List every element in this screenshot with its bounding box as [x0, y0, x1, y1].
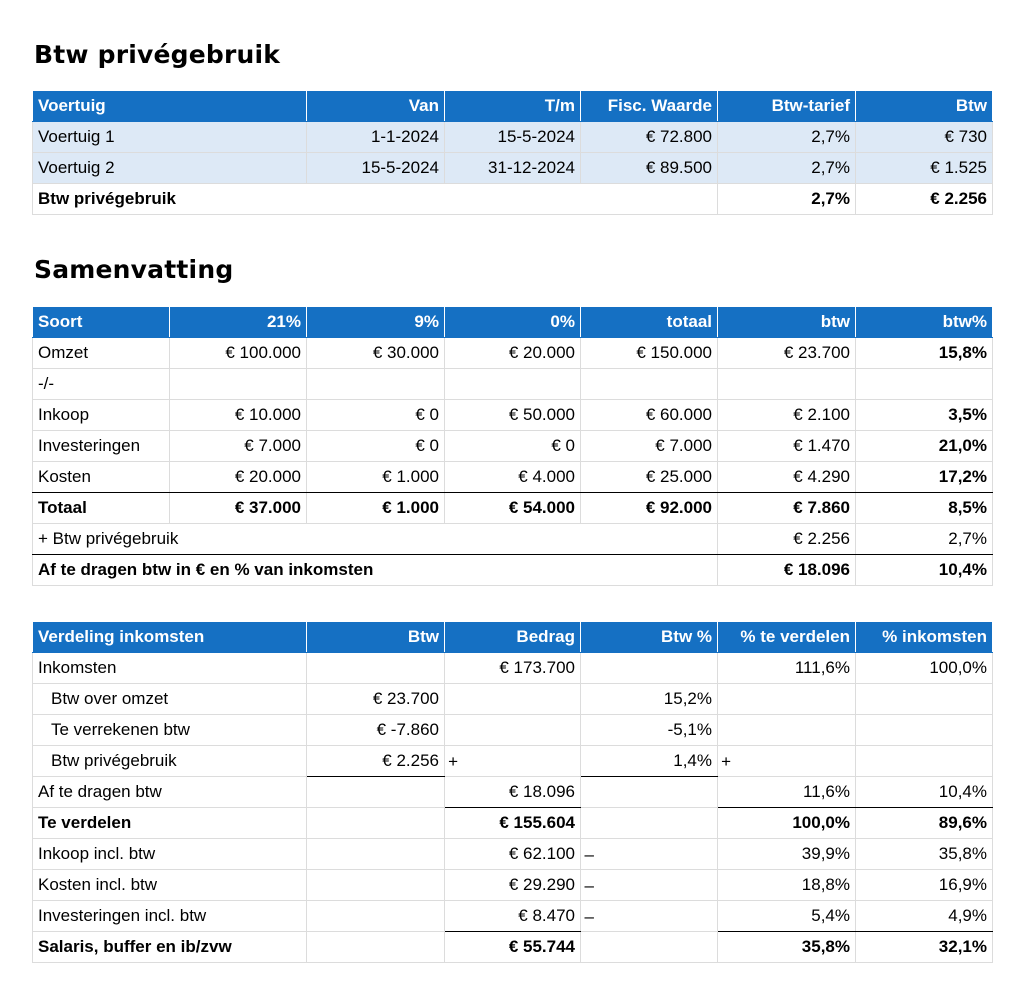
header-cell: Btw	[856, 91, 993, 122]
header-cell: Voertuig	[33, 91, 307, 122]
header-cell: Btw-tarief	[718, 91, 856, 122]
table-cell	[445, 839, 594, 870]
header-cell: Soort	[33, 307, 170, 338]
table-cell	[856, 746, 993, 777]
table-cell: Te verdelen	[33, 808, 307, 839]
total-rate: 2,7%	[718, 184, 856, 215]
table-cell	[445, 901, 594, 932]
cell-value: € 8.470	[518, 906, 575, 925]
table-cell	[718, 369, 856, 400]
table-header-row	[33, 307, 993, 338]
section-title-samenvatting: Samenvatting	[34, 255, 234, 284]
table-cell: 31-12-2024	[445, 153, 581, 184]
table-cell: 2,7%	[718, 122, 856, 153]
table-cell: 32,1%	[856, 932, 993, 963]
table-row	[33, 839, 993, 870]
table-cell: € 1.470	[718, 431, 856, 462]
table-cell	[307, 870, 445, 901]
table-cell: -/-	[33, 369, 170, 400]
cell-value: € 62.100	[508, 844, 575, 863]
table-cell: € 0	[307, 400, 445, 431]
table-cell: 15,2%	[581, 684, 718, 715]
table-cell: € 155.604	[445, 808, 581, 839]
table-row	[33, 870, 993, 901]
table-row	[33, 369, 993, 400]
table-header-row	[33, 91, 993, 122]
table-cell: € 730	[856, 122, 993, 153]
table-cell: 4,9%	[856, 901, 993, 932]
table-cell: 10,4%	[856, 777, 993, 808]
table-row	[33, 431, 993, 462]
table-cell: -5,1%	[581, 715, 718, 746]
table-row	[33, 684, 993, 715]
header-cell: % inkomsten	[856, 622, 993, 653]
table-cell: € 1.000	[307, 462, 445, 493]
header-cell: Fisc. Waarde	[581, 91, 718, 122]
total-label: Btw privégebruik	[33, 184, 718, 215]
table-cell: Voertuig 2	[33, 153, 307, 184]
table-cell	[581, 901, 718, 932]
table-cell: € 173.700	[445, 653, 581, 684]
table-cell: € 18.096	[445, 777, 581, 808]
total-row	[33, 555, 993, 586]
table-cell: € 20.000	[170, 462, 307, 493]
table-cell: € 2.256	[718, 524, 856, 555]
table-cell: € 55.744	[445, 932, 581, 963]
btw-privegebruik-table	[32, 90, 993, 215]
table-cell: € 30.000	[307, 338, 445, 369]
table-cell: € 0	[307, 431, 445, 462]
table-row	[33, 653, 993, 684]
plus-sign: +	[721, 752, 731, 771]
table-row	[33, 715, 993, 746]
table-row	[33, 746, 993, 777]
header-cell: 0%	[445, 307, 581, 338]
verdeling-inkomsten-table	[32, 621, 993, 963]
table-cell: Af te dragen btw	[33, 777, 307, 808]
table-cell: 39,9%	[718, 839, 856, 870]
table-cell: 10,4%	[856, 555, 993, 586]
total-amount: € 2.256	[856, 184, 993, 215]
table-cell: € 0	[445, 431, 581, 462]
table-cell: € 60.000	[581, 400, 718, 431]
table-cell	[307, 369, 445, 400]
table-cell	[445, 684, 581, 715]
table-cell: € -7.860	[307, 715, 445, 746]
table-cell: € 54.000	[445, 493, 581, 524]
header-cell: 21%	[170, 307, 307, 338]
table-row	[33, 901, 993, 932]
table-cell: € 37.000	[170, 493, 307, 524]
table-cell	[581, 839, 718, 870]
total-row	[33, 932, 993, 963]
header-cell: btw	[718, 307, 856, 338]
minus-sign: –	[584, 845, 594, 864]
table-cell: € 10.000	[170, 400, 307, 431]
table-cell	[718, 684, 856, 715]
table-row	[33, 122, 993, 153]
table-cell: € 25.000	[581, 462, 718, 493]
table-cell	[445, 746, 581, 777]
table-cell: € 1.000	[307, 493, 445, 524]
table-cell: € 50.000	[445, 400, 581, 431]
table-cell: € 150.000	[581, 338, 718, 369]
table-cell: € 23.700	[307, 684, 445, 715]
table-cell	[856, 369, 993, 400]
table-cell	[581, 808, 718, 839]
table-cell: Inkoop	[33, 400, 170, 431]
table-cell: Inkoop incl. btw	[33, 839, 307, 870]
table-cell	[307, 901, 445, 932]
table-cell: € 7.000	[581, 431, 718, 462]
table-cell: 3,5%	[856, 400, 993, 431]
table-cell: Totaal	[33, 493, 170, 524]
header-cell: % te verdelen	[718, 622, 856, 653]
header-cell: Van	[307, 91, 445, 122]
total-row	[33, 808, 993, 839]
table-cell: € 89.500	[581, 153, 718, 184]
table-cell	[307, 932, 445, 963]
table-cell	[581, 870, 718, 901]
table-cell: Te verrekenen btw	[33, 715, 307, 746]
samenvatting-table	[32, 306, 993, 586]
table-cell: Inkomsten	[33, 653, 307, 684]
table-cell: 111,6%	[718, 653, 856, 684]
table-cell	[445, 870, 594, 901]
table-cell: 11,6%	[718, 777, 856, 808]
table-cell: € 7.860	[718, 493, 856, 524]
header-cell: Bedrag	[445, 622, 581, 653]
header-cell: Btw %	[581, 622, 718, 653]
table-cell	[581, 746, 731, 777]
table-cell	[581, 653, 718, 684]
table-header-row	[33, 622, 993, 653]
table-cell: 15-5-2024	[307, 153, 445, 184]
table-cell: 1-1-2024	[307, 122, 445, 153]
table-cell: € 7.000	[170, 431, 307, 462]
table-cell: Salaris, buffer en ib/zvw	[33, 932, 307, 963]
section-title-btw-privegebruik: Btw privégebruik	[34, 40, 281, 69]
table-row	[33, 462, 993, 493]
table-cell: 35,8%	[856, 839, 993, 870]
table-cell: 15,8%	[856, 338, 993, 369]
minus-sign: –	[584, 907, 594, 926]
header-cell: 9%	[307, 307, 445, 338]
table-cell: Kosten incl. btw	[33, 870, 307, 901]
table-cell: 15-5-2024	[445, 122, 581, 153]
table-cell: 8,5%	[856, 493, 993, 524]
table-cell	[581, 369, 718, 400]
cell-value: € 2.256	[382, 751, 439, 770]
table-row	[33, 153, 993, 184]
table-cell: Investeringen incl. btw	[33, 901, 307, 932]
header-cell: Btw	[307, 622, 445, 653]
table-cell: € 100.000	[170, 338, 307, 369]
table-cell	[307, 746, 458, 777]
table-cell: € 2.100	[718, 400, 856, 431]
table-row	[33, 338, 993, 369]
table-cell: 2,7%	[718, 153, 856, 184]
table-row	[33, 400, 993, 431]
table-cell: 17,2%	[856, 462, 993, 493]
table-cell	[581, 777, 718, 808]
minus-sign: –	[584, 876, 594, 895]
table-cell: 100,0%	[856, 653, 993, 684]
table-cell: Investeringen	[33, 431, 170, 462]
table-cell	[307, 777, 445, 808]
header-cell: T/m	[445, 91, 581, 122]
cell-value: € 29.290	[508, 875, 575, 894]
table-cell: 35,8%	[718, 932, 856, 963]
table-cell: 5,4%	[718, 901, 856, 932]
table-cell	[581, 932, 718, 963]
table-cell: € 92.000	[581, 493, 718, 524]
total-row	[33, 184, 993, 215]
table-cell: € 4.000	[445, 462, 581, 493]
header-cell: btw%	[856, 307, 993, 338]
table-cell	[718, 746, 856, 777]
table-cell: € 18.096	[718, 555, 856, 586]
table-cell: € 4.290	[718, 462, 856, 493]
table-cell: + Btw privégebruik	[33, 524, 718, 555]
table-cell: 18,8%	[718, 870, 856, 901]
table-cell: 16,9%	[856, 870, 993, 901]
table-cell: Omzet	[33, 338, 170, 369]
table-cell: Btw privégebruik	[33, 746, 307, 777]
table-cell	[445, 369, 581, 400]
table-cell	[718, 715, 856, 746]
table-cell	[445, 715, 581, 746]
cell-value: 1,4%	[673, 751, 712, 770]
table-cell: 89,6%	[856, 808, 993, 839]
table-cell: Btw over omzet	[33, 684, 307, 715]
table-cell: € 1.525	[856, 153, 993, 184]
header-cell: totaal	[581, 307, 718, 338]
header-cell: Verdeling inkomsten	[33, 622, 307, 653]
plus-sign: +	[448, 752, 458, 771]
table-cell: Af te dragen btw in € en % van inkomsten	[33, 555, 718, 586]
table-cell: € 20.000	[445, 338, 581, 369]
table-cell: € 72.800	[581, 122, 718, 153]
table-cell	[307, 653, 445, 684]
table-cell	[170, 369, 307, 400]
table-cell: 100,0%	[718, 808, 856, 839]
total-row	[33, 493, 993, 524]
table-row	[33, 524, 993, 555]
table-cell: 2,7%	[856, 524, 993, 555]
table-cell	[307, 808, 445, 839]
table-cell: € 23.700	[718, 338, 856, 369]
table-cell: 21,0%	[856, 431, 993, 462]
table-cell: Kosten	[33, 462, 170, 493]
table-cell: Voertuig 1	[33, 122, 307, 153]
table-cell	[856, 684, 993, 715]
table-cell	[856, 715, 993, 746]
table-cell	[307, 839, 445, 870]
table-row	[33, 777, 993, 808]
